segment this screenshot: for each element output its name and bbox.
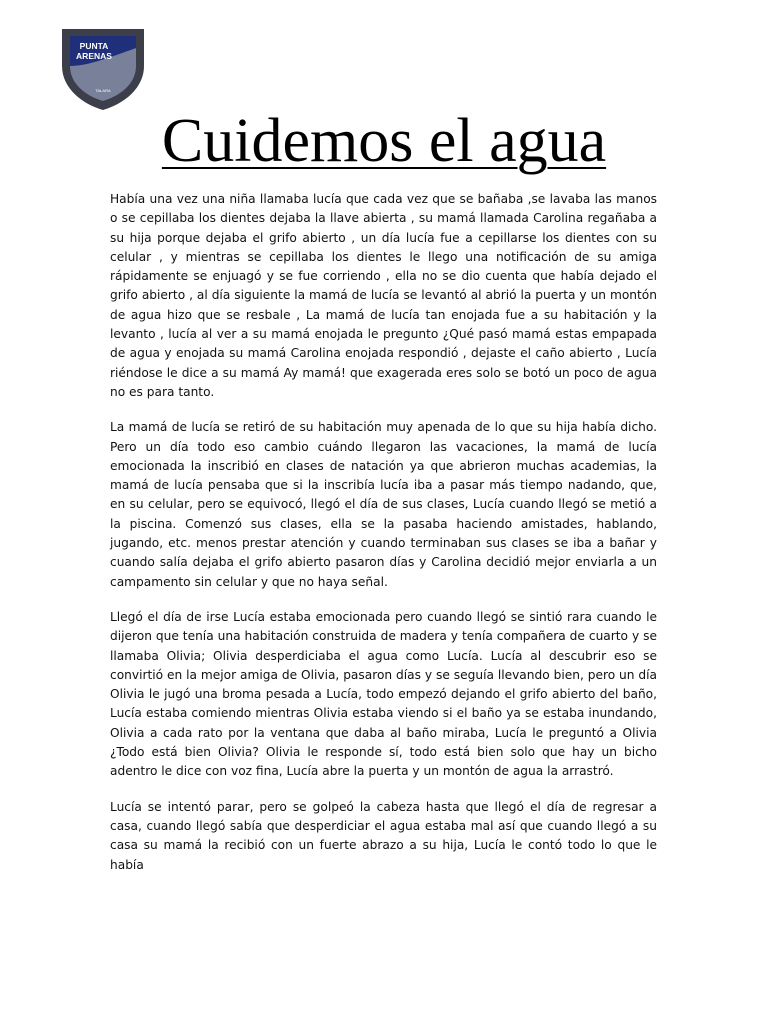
paragraph-2: La mamá de lucía se retiró de su habitación muy apenada de lo que su hija había dicho. Pero un día todo eso cambio cuándo llegaron las vacaciones, la mamá de lucía emocionada la inscribió en clases de natación ya que abrieron muchas academias, la mamá de lucía pensaba que si la inscribía lucía iba a pasar más tiempo nadando, que, en su celular, pero se equivocó, llegó el día de sus clases, Lucía cuando llegó se metió a la piscina. Comenzó sus clases, ella se la pasaba haciendo amistades, hablando, jugando, etc. menos prestar atención y cuando terminaban sus clases se iba a bañar y cuando salía dejaba el grifo abierto pasaron días y Carolina decidió mejor enviarla a un campamento sin celular y que no haya señal. [110, 420, 657, 589]
story-body [110, 190, 657, 891]
page-title-text: Cuidemos el agua [161, 107, 607, 175]
paragraph-1: Había una vez una niña llamaba lucía que cada vez que se bañaba ,se lavaba las manos o se cepillaba los dientes dejaba la llave abierta , su mamá llamada Carolina regañaba a su hija porque dejaba el grifo abierto , un día lucía fue a cepillarse los dientes con su celular , y mientras se cepillaba los dientes le llego una notificación de su amiga rápidamente se enjuagó y se fue corriendo , ella no se dio cuenta que había dejado el grifo abierto , al día siguiente la mamá de lucía se levantó al abrió la puerta y un montón de agua hizo que se resbale , La mamá de lucía tan enojada fue a su habitación y la levanto , lucía al ver a su mamá enojada le pregunto ¿Qué pasó mamá estas empapada de agua y enojada su mamá Carolina enojada respondió , dejaste el caño abierto , Lucía riéndose le dice a su mamá Ay mamá! que exagerada eres solo se botó un poco de agua no es para tanto. [110, 192, 657, 399]
paragraph-3: Llegó el día de irse Lucía estaba emocionada pero cuando llegó se sintió rara cuando le dijeron que tenía una habitación construida de madera y tenía compañera de cuarto y se llamaba Olivia; Olivia desperdiciaba el agua como Lucía. Lucía al descubrir eso se convirtió en la mejor amiga de Olivia, pasaron días y se seguía llevando bien, pero un día Olivia le jugó una broma pesada a Lucía, todo empezó dejando el grifo abierto del baño, Lucía estaba comiendo mientras Olivia estaba viendo si el baño ya se estaba inundando, Olivia a cada rato por la ventana que daba al baño miraba, Lucía le preguntó a Olivia ¿Todo está bien Olivia? Olivia le responde sí, todo está bien solo que hay un bicho adentro le dice con voz fina, Lucía abre la puerta y un montón de agua la arrastró. [110, 609, 657, 779]
logo-sub: TALARA [95, 88, 111, 93]
page-title [0, 104, 768, 178]
shield-icon [58, 26, 148, 112]
logo-line2: ARENAS [76, 51, 112, 61]
logo-line1: PUNTA [79, 41, 109, 51]
school-shield-logo [58, 26, 148, 112]
paragraph-4: Lucía se intentó parar, pero se golpeó la cabeza hasta que llegó el día de regresar a casa, cuando llegó sabía que desperdiciar el agua estaba mal así que cuando llegó a su casa su mamá la recibió con un fuerte abrazo a su hija, Lucía le contó todo lo que le había [110, 799, 657, 872]
